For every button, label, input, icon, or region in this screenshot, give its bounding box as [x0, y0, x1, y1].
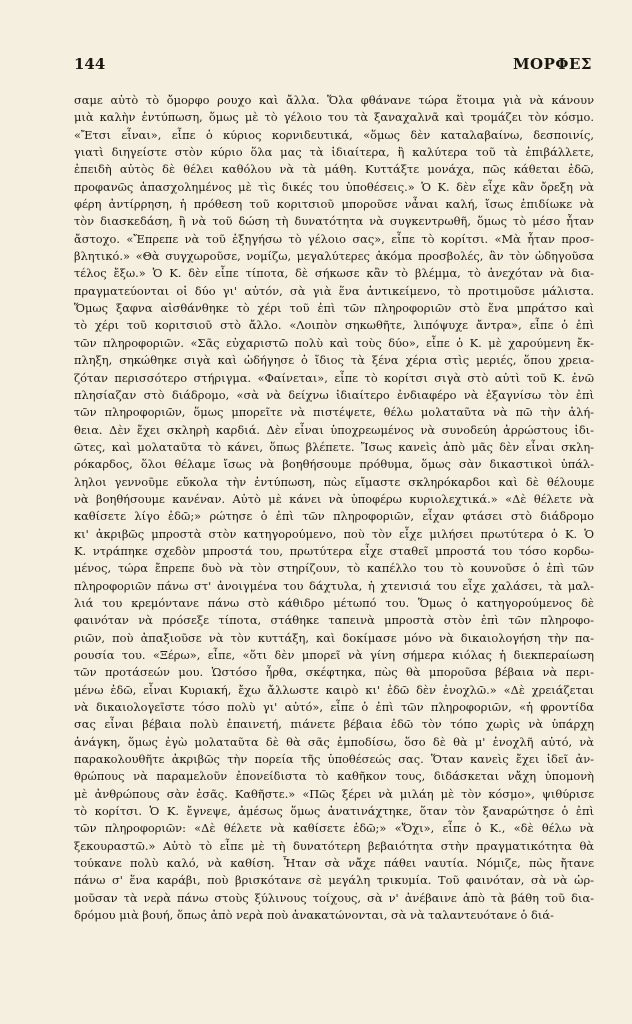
- text-line: μένω ἐδῶ, εἶναι Κυριακή, ἔχω ἄλλωστε καιρὸ κι' ἐδῶ δὲν ἐνοχλῶ.» «Δὲ χρειάζεται: [74, 682, 594, 697]
- text-line: παρακολουθῆτε ἀκριβῶς τὴν πορεία τῆς ὑποθέσεώς σας. Ὅταν κανεὶς ἔχει ἰδεῖ ἀν-: [74, 752, 594, 767]
- text-line: πληξη, σηκώθηκε σιγὰ καὶ ὡδήγησε ὁ ἴδιος τὰ ξένα χέρια στὶς μεριές, ὅπου χρεια-: [74, 353, 594, 368]
- text-line: Κ. ντράπηκε σχεδὸν μπροστά του, πρωτύτερα εἶχε σταθεῖ μπροστά του τόσο κορδω-: [74, 543, 594, 558]
- text-line: ῶτες, καὶ μολαταῦτα τὸ κάνει, ὅπως βλέπετε. Ἴσως κανεὶς ἀπὸ μᾶς δὲν εἶναι σκλη-: [74, 439, 594, 454]
- text-line: φαινόταν νὰ πρόσεξε τίποτα, στάθηκε ταπεινὰ μπροστὰ στὸν ἐπὶ τῶν πληροφο-: [74, 613, 594, 628]
- text-line: ἄστοχο. «Ἔπρεπε νὰ τοῦ ἐξηγήσω τὸ γέλοιο σας», εἶπε τὸ κορίτσι. «Μὰ ἦταν προσ-: [74, 231, 594, 246]
- body-text: [74, 92, 594, 925]
- text-line: μιὰ καλὴν ἐντύπωση, ὅμως μὲ τὸ γέλοιο του τὰ ξαναχαλνᾶ καὶ τρομάζει τὸν κόσμο.: [74, 110, 594, 125]
- text-line: ληλοι γεννοῦμε εὔκολα τὴν ἐντύπωση, πὼς εἴμαστε σκληρόκαρδοι καὶ δὲ θέλουμε: [74, 474, 594, 489]
- text-line: νὰ βοηθήσουμε κανέναν. Αὐτὸ μὲ κάνει νὰ ὑποφέρω κυριολεχτικά.» «Δὲ θέλετε νὰ: [74, 491, 594, 506]
- text-line: μένος, τώρα ἔπρεπε δυὸ νὰ τὸν στηρίζουν, τὸ καπέλλο του τὸ κουνοῦσε ὁ ἐπὶ τῶν: [74, 561, 594, 576]
- text-line: ξεκουραστῶ.» Αὐτὸ τὸ εἶπε μὲ τὴ δυνατότερη βεβαιότητα στὴν πραγματικότητα θὰ: [74, 838, 594, 853]
- text-line: ἐπειδὴ αὐτὸς δὲ θέλει καθόλου νὰ τὰ μάθη. Κυττάξτε μονάχα, πῶς κάθεται ἐδῶ,: [74, 162, 594, 177]
- text-line: ρουσία του. «Ξέρω», εἶπε, «ὅτι δὲν μπορεῖ νὰ γίνη σήμερα κιόλας ἡ διεκπεραίωση: [74, 648, 594, 662]
- text-line: πάνω σ' ἕνα καράβι, ποὺ βρισκότανε σὲ μεγάλη τρικυμία. Τοῦ φαινόταν, σὰ νὰ ὡρ-: [74, 873, 594, 888]
- text-line: τὸν διασκεδάση, ἢ νὰ τοῦ δώση τὴ δυνατότητα νὰ συγκεντρωθῆ, ὅμως τὸ μέσο ἦταν: [74, 214, 594, 229]
- text-line: κι' ἀκριβῶς μπροστὰ στὸν κατηγορούμενο, ποὺ τὸν εἶχε μιλήσει πρωτύτερα ὁ Κ. Ὁ: [74, 526, 594, 541]
- text-line: τὸ κορίτσι. Ὁ Κ. ἔγνεψε, ἀμέσως ὅμως ἀνατινάχτηκε, ὅταν τὸν ξαναρώτησε ὁ ἐπὶ: [74, 804, 594, 819]
- text-line: ἀνάγκη, ὅμως ἐγὼ μολαταῦτα δὲ θὰ σᾶς ἐμποδίσω, ὅσο δὲ θὰ μ' ἐνοχλῆ αὐτό, νὰ: [74, 734, 594, 749]
- journal-title: ΜΟΡΦΕΣ: [512, 55, 592, 73]
- text-line: φέρη ἀντίρρηση, ἡ πρόθεση τοῦ κοριτσιοῦ μποροῦσε νἆναι καλή, ἴσως ἐπιδίωκε νὰ: [74, 197, 594, 212]
- text-line: πραγματεύονται οἱ δύο γι' αὐτόν, σὰ γιὰ ἕνα ἀντικείμενο, τὸ προτιμοῦσε μάλιστα.: [74, 283, 594, 298]
- text-line: ζόταν περισσότερο στήριγμα. «Φαίνεται», εἶπε τὸ κορίτσι σιγὰ στὸ αὐτὶ τοῦ Κ. ἐνῶ: [74, 370, 594, 385]
- text-line: τῶν πληροφοριῶν, ὅμως μπορεῖτε νὰ πιστέψετε, θέλω μολαταῦτα νὰ πῶ τὴν ἀλή-: [74, 405, 594, 420]
- text-line: τέλος ἔξω.» Ὁ Κ. δὲν εἶπε τίποτα, δὲ σήκωσε κἂν τὸ βλέμμα, τὸ ἀνεχόταν νὰ δια-: [74, 266, 594, 281]
- text-line: τούκανε πολὺ καλό, νὰ καθίση. Ἦταν σὰ νἄχε πάθει ναυτία. Νόμιζε, πὼς ἤτανε: [74, 856, 594, 871]
- text-line: τῶν πληροφοριῶν: «Δὲ θέλετε νὰ καθίσετε ἐδῶ;» «Ὄχι», εἶπε ὁ Κ., «δὲ θέλω νὰ: [74, 821, 594, 836]
- text-line: τὸ χέρι τοῦ κοριτσιοῦ στὸ ἄλλο. «Λοιπὸν σηκωθῆτε, λιπόψυχε ἄντρα», εἶπε ὁ ἐπὶ: [74, 318, 594, 333]
- text-line: ριῶν, ποὺ ἀπαξιοῦσε νὰ τὸν κυττάξη, καὶ δοκίμασε μόνο νὰ δικαιολογήση τὴν πα-: [74, 630, 594, 645]
- text-line: προφανῶς ἀπασχολημένος μὲ τὶς δικές του ὑποθέσεις.» Ὁ Κ. δὲν εἶχε κἂν ὄρεξη νὰ: [74, 179, 594, 194]
- text-line: νὰ δικαιολογεῖστε τόσο πολὺ γι' αὐτό», εἶπε ὁ ἐπὶ τῶν πληροφοριῶν, «ἡ φροντίδα: [74, 700, 594, 715]
- text-line: θρώπους νὰ παραμελοῦν ἐπονείδιστα τὸ καθῆκον τους, διδάσκεται νἄχη ὑπομονὴ: [74, 769, 594, 784]
- page-number: 144: [74, 55, 106, 73]
- text-line: «Ἔτσι εἶναι», εἶπε ὁ κύριος κορνιδευτικά, «ὅμως δὲν καταλαβαίνω, δεσποινίς,: [74, 127, 594, 142]
- text-line: δρόμου μιὰ βουή, ὅπως ἀπὸ νερὰ ποὺ ἀνακατώνονται, σὰ νὰ ταλαντευότανε ὁ διά-: [74, 908, 554, 923]
- text-line: σας εἶναι βέβαια πολὺ ἐπαινετή, πιάνετε βέβαια ἐδῶ τὸν τόπο χωρὶς νὰ ὑπάρχη: [74, 717, 594, 732]
- page-header: [74, 55, 592, 77]
- text-line: σαμε αὐτὸ τὸ ὄμορφο ρουχο καὶ ἄλλα. Ὅλα φθάνανε τώρα ἕτοιμα γιὰ νὰ κάνουν: [74, 93, 594, 107]
- text-line: γιατὶ διηγείστε στὸν κύριο ὅλα μας τὰ ἰδιαίτερα, ἢ καλύτερα τοῦ τὰ ἐπιβάλλετε,: [74, 145, 594, 160]
- text-line: καθίσετε λίγο ἐδῶ;» ρώτησε ὁ ἐπὶ τῶν πληροφοριῶν, εἶχαν φτάσει στὸ διάδρομο: [74, 509, 594, 524]
- text-line: ρόκαρδος, ὅλοι θέλαμε ἴσως νὰ βοηθήσουμε πρόθυμα, ὅμως σὰν δικαστικοὶ ὑπάλ-: [74, 457, 594, 472]
- text-line: τῶν προτάσεών μου. Ὡστόσο ἦρθα, σκέφτηκα, πὼς θὰ μποροῦσα βέβαια νὰ περι-: [74, 665, 594, 680]
- text-line: μὲ ἀνθρώπους σὰν ἐσᾶς. Καθῆστε.» «Πῶς ξέρει νὰ μιλάη μὲ τὸν κόσμο», ψιθύρισε: [74, 786, 594, 801]
- text-line: πλησίαζαν στὸ διάδρομο, «σὰ νὰ δείχνω ἰδιαίτερο ἐνδιαφέρο νὰ ἐξαγνίσω τὸν ἐπὶ: [74, 387, 594, 402]
- text-line: μοῦσαν τὰ νερὰ πάνω στοὺς ξύλινους τοίχους, σὰ ν' ἀνέβαινε ἀπὸ τὰ βάθη τοῦ δια-: [74, 890, 594, 905]
- text-line: βλητικό.» «Θὰ συγχωροῦσε, νομίζω, μεγαλύτερες ἀκόμα προσβολές, ἂν τὸν ὡδηγοῦσα: [74, 249, 594, 264]
- text-line: πληροφοριῶν πάνω στ' ἀνοιγμένα του δάχτυλα, ἡ χτενισιά του εἶχε χαλάσει, τὰ μαλ-: [74, 578, 594, 593]
- text-line: λιά του κρεμόντανε πάνω στὸ κάθιδρο μέτωπό του. Ὅμως ὁ κατηγορούμενος δὲ: [74, 595, 594, 610]
- text-line: τῶν πληροφοριῶν. «Σᾶς εὐχαριστῶ πολὺ καὶ τοὺς δύο», εἶπε ὁ Κ. μὲ χαρούμενη ἔκ-: [74, 335, 594, 350]
- text-line: θεια. Δὲν ἔχει σκληρὴ καρδιά. Δὲν εἶναι ὑποχρεωμένος νὰ συνοδεύη ἀρρώστους ἰδι-: [74, 422, 594, 437]
- text-line: Ὅμως ξαφνα αἰσθάνθηκε τὸ χέρι τοῦ ἐπὶ τῶν πληροφοριῶν στὸ ἕνα μπράτσο καὶ: [74, 301, 594, 316]
